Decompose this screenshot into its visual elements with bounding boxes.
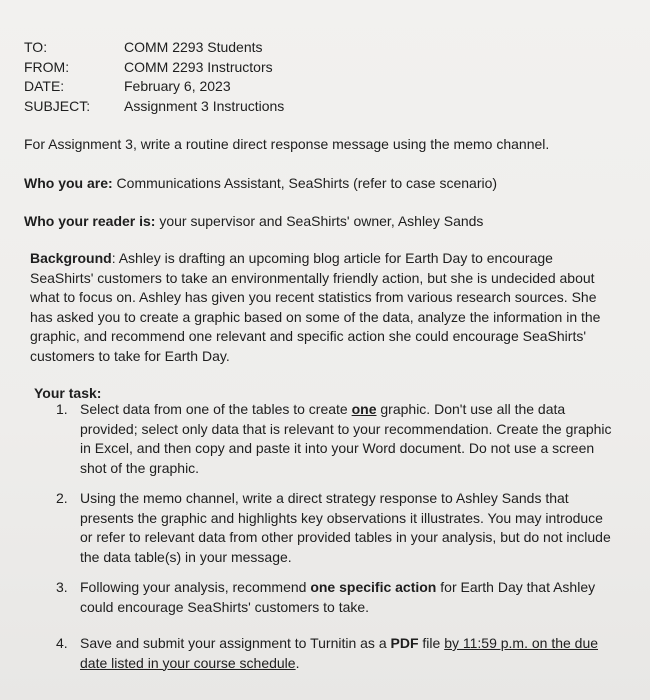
who-you-are-text: Communications Assistant, SeaShirts (refer to case scenario)	[112, 175, 498, 191]
memo-to-value: COMM 2293 Students	[124, 39, 263, 55]
memo-header	[24, 38, 284, 116]
memo-subject-label: SUBJECT:	[24, 97, 91, 114]
task-item-3-text	[80, 578, 616, 617]
who-you-are-paragraph	[24, 174, 497, 194]
memo-from-row	[24, 58, 284, 78]
task-item-4-pdf: PDF	[390, 635, 419, 651]
task-item-1-number: 1.	[56, 401, 68, 417]
memo-to-row	[24, 38, 284, 58]
task-item-1-text	[80, 400, 616, 478]
task-item-4-number: 4.	[56, 635, 68, 651]
task-item-1-emphasis: one	[351, 401, 377, 417]
who-reader-label: Who your reader is:	[24, 213, 156, 229]
memo-subject-row	[24, 97, 284, 117]
who-you-are-label: Who you are:	[24, 175, 113, 191]
memo-date-value: February 6, 2023	[124, 78, 231, 94]
background-paragraph	[30, 249, 620, 366]
task-item-1	[56, 400, 616, 478]
intro-paragraph: For Assignment 3, write a routine direct response message using the memo channel.	[24, 136, 550, 152]
task-heading: Your task:	[34, 385, 102, 401]
task-item-1-pre: Select data from one of the tables to create	[80, 401, 352, 417]
task-item-2-number: 2.	[56, 490, 68, 506]
task-item-4-text	[80, 634, 616, 673]
task-item-3	[56, 578, 616, 617]
task-item-3-number: 3.	[56, 579, 68, 595]
task-item-3-post: for Earth Day that Ashley could encourage SeaShirts' customers to take.	[80, 579, 596, 615]
task-item-3-emphasis: one specific action	[310, 579, 437, 595]
task-item-4-post: .	[295, 654, 300, 671]
task-item-4-deadline: by 11:59 p.m. on the due date listed in your course schedule	[80, 635, 599, 671]
memo-date-row	[24, 77, 284, 97]
memo-subject-value: Assignment 3 Instructions	[124, 97, 285, 114]
task-item-1-post: graphic. Don't use all the data provided; select only data that is relevant to your recommendation. Create the graphic in Excel, and then copy and paste it into your Word document. Do not use a screen shot of the graphic.	[80, 401, 612, 476]
background-text: : Ashley is drafting an upcoming blog article for Earth Day to encourage SeaShirts' customers to take an environmentally friendly action, but she is undecided about what to focus on. Ashley has given you recent statistics from various research sources. She has asked you to create a graphic based on some of the data, analyze the information in the graphic, and recommend one relevant and specific action she could encourage SeaShirts' customers to take for Earth Day.	[30, 250, 601, 364]
memo-to-label: TO:	[24, 39, 48, 55]
task-item-3-pre: Following your analysis, recommend	[80, 579, 311, 595]
task-item-2-text: Using the memo channel, write a direct strategy response to Ashley Sands that presents the graphic and highlights key observations it illustrates. You may introduce or refer to relevant data from other provided tables in your analysis, but do not include the data table(s) in your message.	[80, 490, 611, 565]
task-item-4-pre: Save and submit your assignment to Turnitin as a	[80, 635, 391, 651]
who-reader-text: your supervisor and SeaShirts' owner, Ashley Sands	[155, 213, 484, 229]
who-reader-paragraph	[24, 212, 483, 232]
task-item-4-mid: file	[418, 635, 445, 651]
background-label: Background	[30, 250, 112, 266]
task-item-2	[56, 489, 616, 567]
memo-from-value: COMM 2293 Instructors	[124, 58, 273, 75]
task-item-4	[56, 634, 616, 673]
memo-from-label: FROM:	[24, 58, 70, 75]
memo-date-label: DATE:	[24, 78, 65, 94]
